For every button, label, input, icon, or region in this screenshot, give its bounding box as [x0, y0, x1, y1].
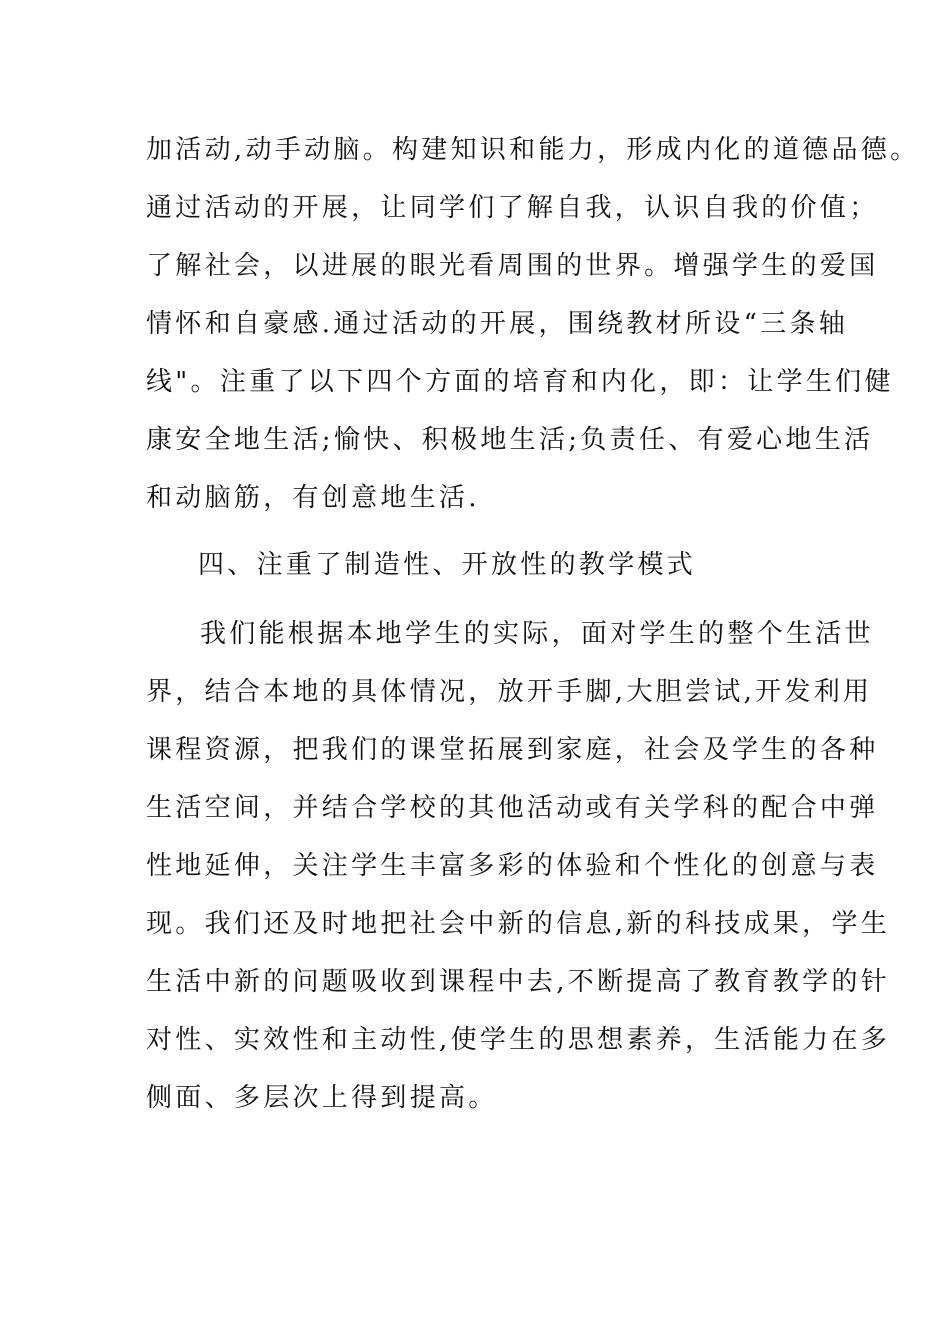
- paragraph-line: 课程资源，把我们的课堂拓展到家庭，社会及学生的各种: [146, 735, 879, 765]
- paragraph-line: 情怀和自豪感.通过活动的开展，围绕教材所设“三条轴: [146, 309, 849, 339]
- paragraph-line: 和动脑筋，有创意地生活.: [146, 483, 480, 513]
- paragraph-line: 对性、实效性和主动性,使学生的思想素养，生活能力在多: [146, 1025, 891, 1055]
- paragraph-line: 了解社会，以进展的眼光看周围的世界。增强学生的爱国: [146, 251, 879, 281]
- paragraph-line: 加活动,动手动脑。构建知识和能力，形成内化的道德品德。: [146, 135, 920, 165]
- paragraph-line: 性地延伸，关注学生丰富多彩的体验和个性化的创意与表: [146, 851, 879, 881]
- paragraph-line: 生活空间，并结合学校的其他活动或有关学科的配合中弹: [146, 793, 879, 823]
- paragraph-line: 生活中新的问题吸收到课程中去,不断提高了教育教学的针: [146, 967, 891, 997]
- paragraph-line: 线"。注重了以下四个方面的培育和内化，即：让学生们健: [146, 367, 894, 397]
- paragraph-line: 界，结合本地的具体情况，放开手脚,大胆尝试,开发利用: [146, 677, 873, 707]
- paragraph-line: 康安全地生活;愉快、积极地生活;负责任、有爱心地生活: [146, 425, 874, 455]
- paragraph-line: 通过活动的开展，让同学们了解自我，认识自我的价值；: [146, 193, 879, 223]
- paragraph-line: 我们能根据本地学生的实际，面对学生的整个生活世: [200, 619, 874, 649]
- paragraph-line: 侧面、多层次上得到提高。: [146, 1083, 498, 1113]
- paragraph-line: 现。我们还及时地把社会中新的信息,新的科技成果，学生: [146, 909, 891, 939]
- section-heading: 四、注重了制造性、开放性的教学模式: [198, 550, 697, 580]
